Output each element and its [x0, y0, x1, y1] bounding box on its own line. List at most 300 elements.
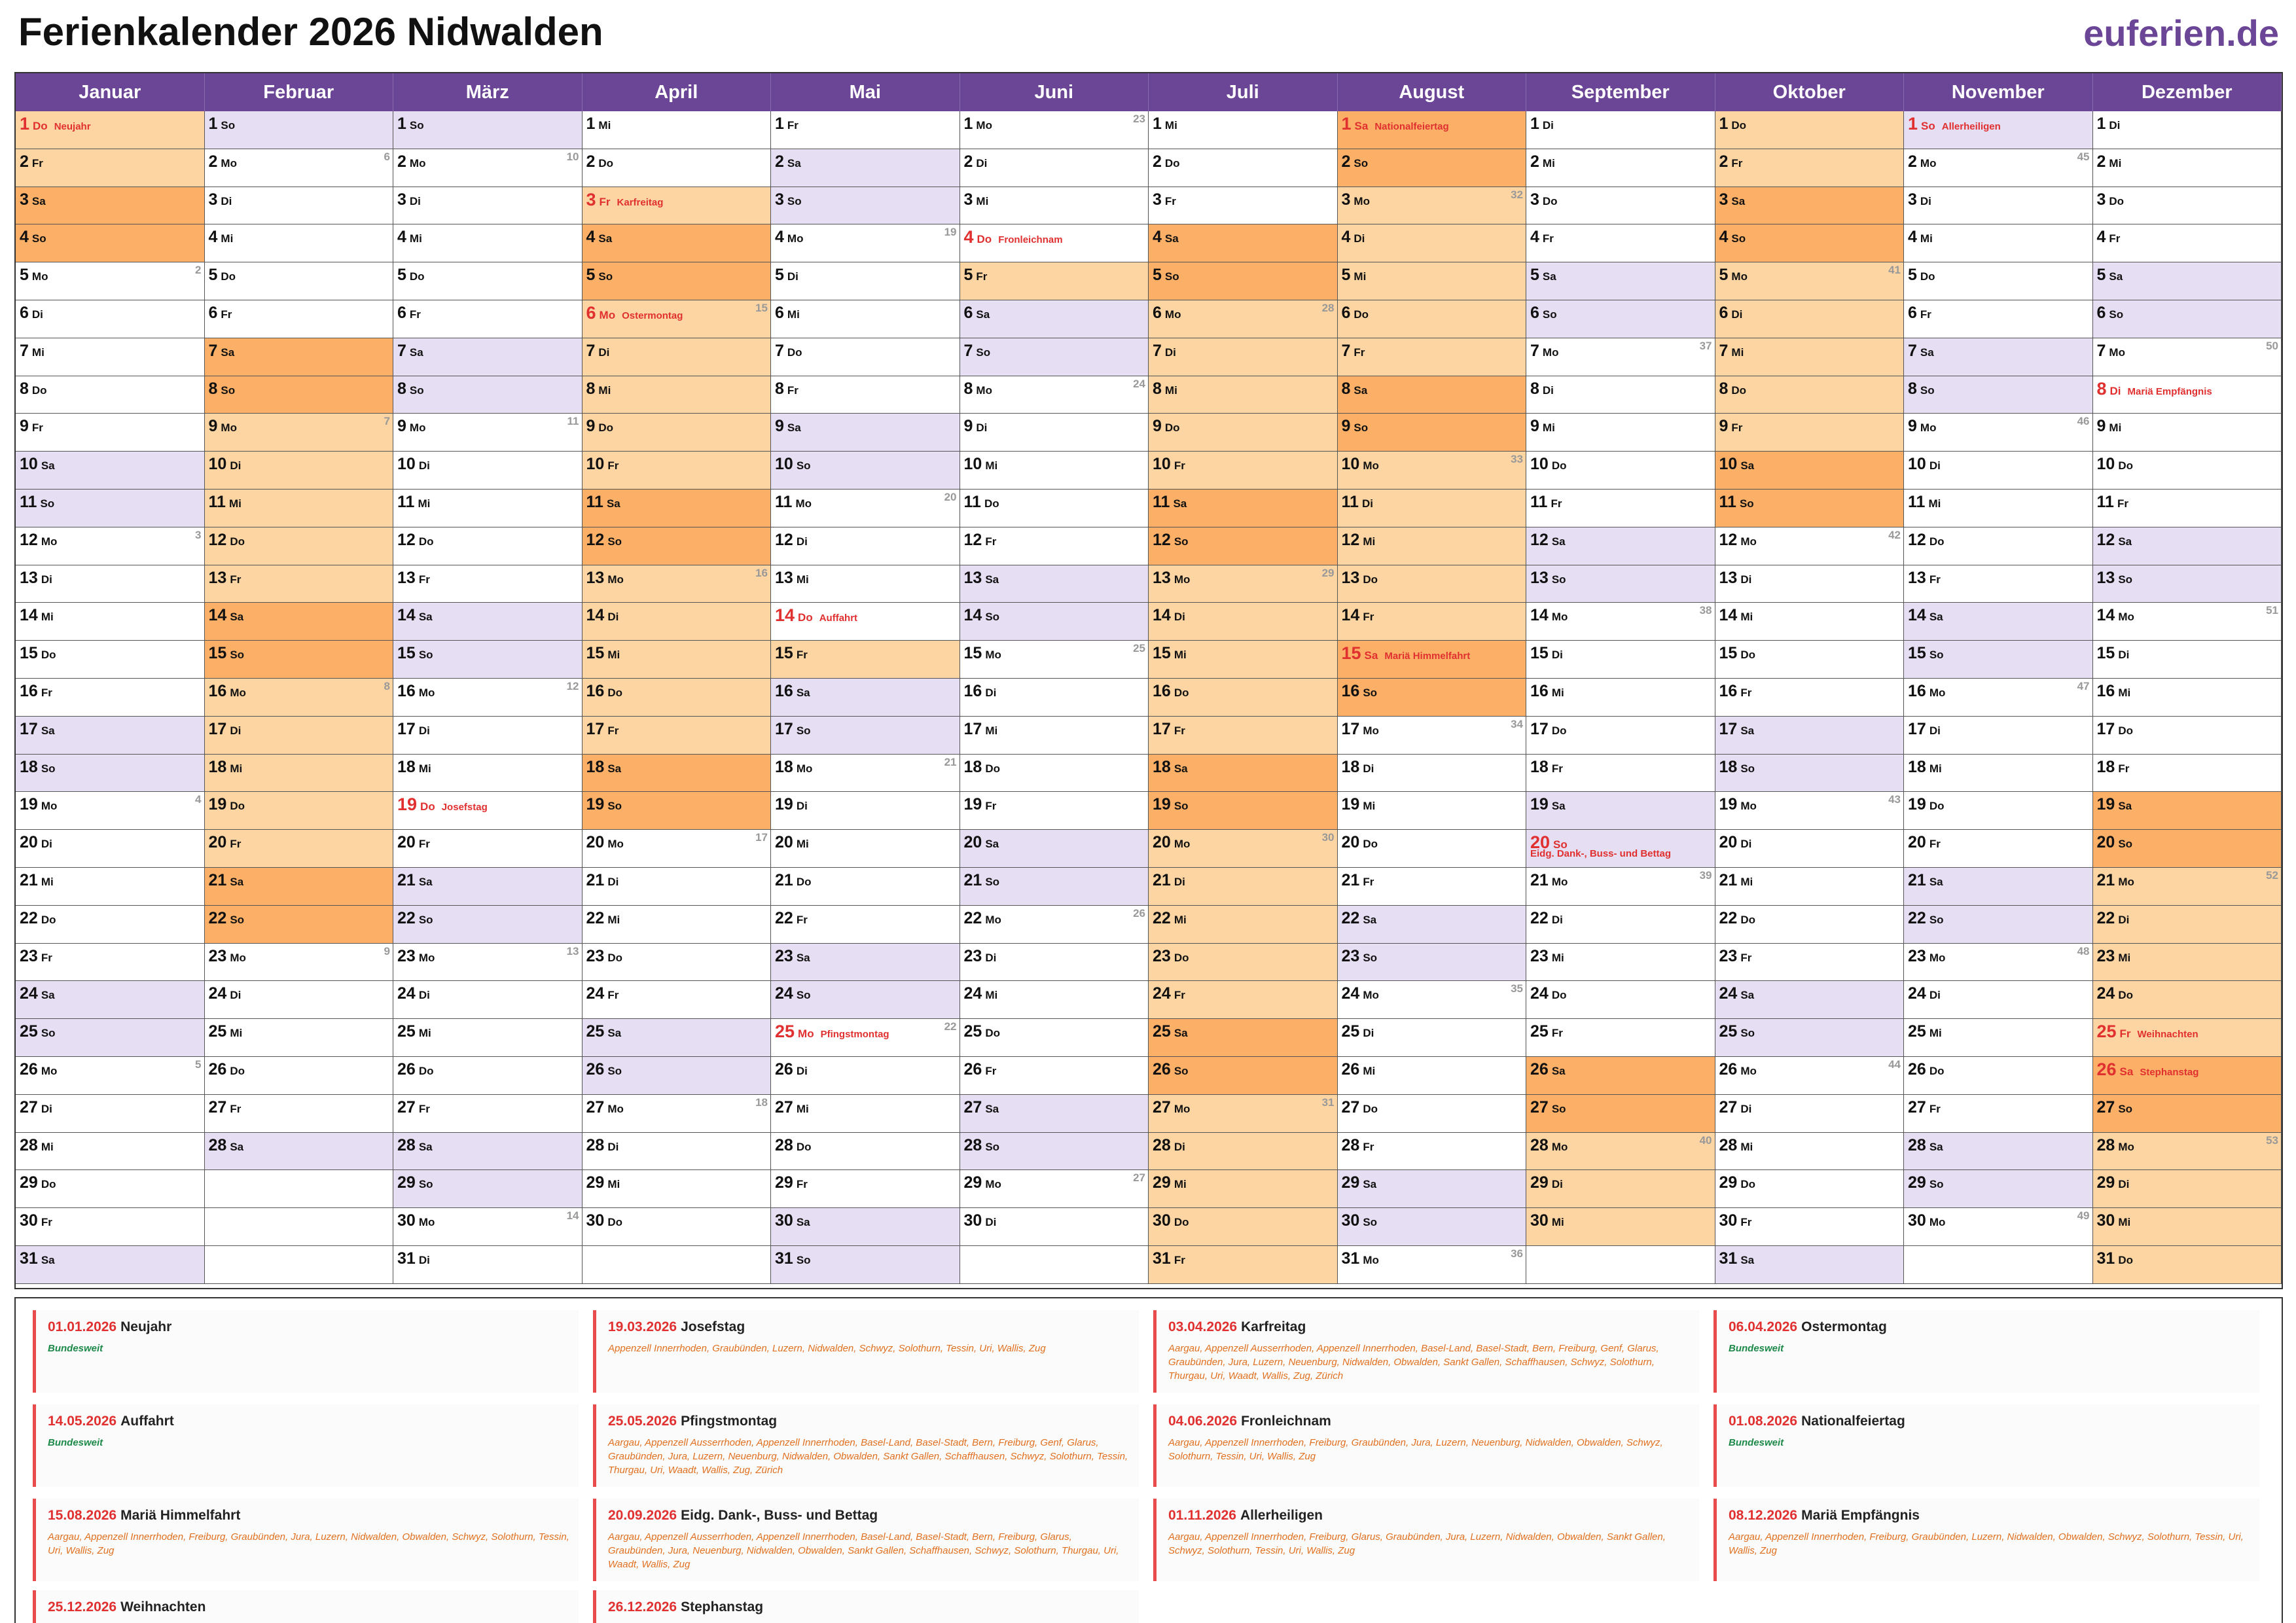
- week-number: 22: [944, 1020, 957, 1033]
- day-cell: [771, 300, 960, 338]
- day-label: 20 Di: [1719, 833, 1752, 852]
- day-label: 12 Do: [208, 530, 245, 549]
- day-label: 22 Di: [1530, 908, 1563, 927]
- day-label: 25 Fr Weihnachten: [2096, 1022, 2198, 1042]
- holiday-card: [1153, 1404, 1699, 1487]
- day-cell: [1715, 565, 1905, 603]
- weekday-label: Mo: [1363, 459, 1379, 473]
- weekday-label: Fr: [418, 838, 430, 851]
- day-cell: [16, 944, 205, 982]
- weekday-label: Mo: [1920, 421, 1937, 435]
- day-cell: [1715, 717, 1905, 755]
- holiday-title: Allerheiligen: [1240, 1508, 1323, 1523]
- day-cell: [1338, 187, 1527, 225]
- weekday-label: Sa: [1354, 120, 1369, 132]
- day-label: 17 Di: [1908, 719, 1941, 738]
- weekday-label: Mo: [1929, 951, 1946, 964]
- weekday-label: Do: [1551, 459, 1567, 473]
- day-cell: [205, 1057, 394, 1095]
- day-cell: [1149, 1095, 1338, 1133]
- day-cell: [960, 792, 1149, 830]
- weekday-label: Mi: [607, 1178, 620, 1191]
- day-cell: [1904, 944, 2093, 982]
- day-cell: [1149, 452, 1338, 490]
- day-label: 15 Di: [2096, 644, 2130, 663]
- weekday-label: Mi: [2109, 156, 2122, 169]
- day-label: 17 Di: [397, 719, 430, 738]
- weekday-label: Sa: [2119, 1065, 2134, 1078]
- day-cell: [2093, 868, 2282, 906]
- weekday-label: Fr: [787, 119, 798, 132]
- day-label: 28 Di: [586, 1135, 619, 1154]
- day-cell: [16, 565, 205, 603]
- day-label: 23 Fr: [20, 946, 52, 965]
- weekday-label: Sa: [1363, 1178, 1377, 1191]
- weekday-label: Mi: [1929, 762, 1942, 775]
- weekday-label: Mi: [985, 724, 998, 737]
- day-label: 9 Di: [963, 417, 988, 436]
- day-label: 10 Do: [1530, 455, 1567, 474]
- day-cell: [393, 1246, 583, 1284]
- day-cell: [1526, 1208, 1715, 1246]
- weekday-label: Di: [418, 1254, 430, 1266]
- weekday-label: Di: [1174, 876, 1185, 888]
- weekday-label: Fr: [1731, 156, 1743, 169]
- day-label: 28 Mi: [20, 1135, 54, 1154]
- week-number: 45: [2077, 150, 2090, 163]
- holiday-regions: Aargau, Appenzell Innerrhoden, Freiburg, Graubünden, Jura, Luzern, Neuenburg, Nidwalden, Obwalden, Schwyz, Solothurn, Tessin, Uri, Wallis, Zug: [1168, 1437, 1663, 1462]
- day-cell: [583, 1170, 772, 1208]
- day-label: 23 Mo: [397, 946, 435, 965]
- weekday-label: Mo: [607, 838, 624, 851]
- day-label: 15 Fr: [775, 644, 808, 663]
- week-number: 29: [1321, 566, 1335, 579]
- day-cell: [2093, 111, 2282, 149]
- day-cell: [960, 414, 1149, 452]
- day-label: 21 Sa: [208, 871, 244, 889]
- day-cell: [16, 414, 205, 452]
- weekday-label: Sa: [1542, 270, 1556, 283]
- day-label: 31 Do: [2096, 1249, 2133, 1268]
- day-label: 6 Mi: [775, 304, 800, 322]
- day-cell: [393, 452, 583, 490]
- day-cell: [16, 641, 205, 679]
- day-cell: [1526, 906, 1715, 944]
- day-cell: [583, 224, 772, 262]
- weekday-label: Do: [1920, 270, 1935, 283]
- weekday-label: Mo: [41, 800, 58, 813]
- day-label: 30 Mi: [2096, 1211, 2131, 1230]
- day-cell: [1338, 755, 1527, 793]
- day-cell: [771, 944, 960, 982]
- day-label: 26 Mo: [1719, 1060, 1757, 1079]
- day-label: 26 Do: [208, 1060, 245, 1079]
- day-label: 20 Di: [20, 833, 52, 852]
- weekday-label: Di: [1740, 838, 1752, 851]
- day-cell: [393, 1095, 583, 1133]
- day-cell: [1526, 944, 1715, 982]
- weekday-label: Mo: [976, 119, 992, 132]
- weekday-label: So: [1740, 762, 1755, 775]
- holiday-card: [1713, 1404, 2259, 1487]
- day-label: 29 Di: [2096, 1173, 2130, 1192]
- day-label: 18 So: [1719, 757, 1755, 776]
- day-cell: [1149, 830, 1338, 868]
- day-label: 1 Di: [2096, 115, 2121, 133]
- day-cell: [2093, 187, 2282, 225]
- weekday-label: Fr: [796, 913, 808, 926]
- day-cell: [1149, 376, 1338, 414]
- holiday-day-cell: [393, 792, 583, 830]
- day-cell: [1338, 868, 1527, 906]
- day-label: 25 Sa: [586, 1022, 622, 1041]
- day-label: 16 Fr: [1719, 682, 1752, 700]
- day-label: 20 Sa: [963, 833, 999, 852]
- weekday-label: So: [409, 119, 424, 132]
- day-label: 27 So: [2096, 1097, 2133, 1116]
- month-header: Oktober: [1715, 73, 1905, 111]
- weekday-label: Sa: [1740, 1254, 1755, 1266]
- holiday-card: [1153, 1310, 1699, 1393]
- weekday-label: Sa: [221, 346, 235, 359]
- weekday-label: Mi: [796, 838, 809, 851]
- week-number: 52: [2266, 869, 2278, 882]
- weekday-label: Do: [2118, 989, 2133, 1002]
- day-label: 7 Sa: [1908, 341, 1934, 360]
- day-label: 22 Mi: [586, 908, 620, 927]
- day-cell: [1338, 944, 1527, 982]
- day-label: 24 Mo: [1341, 984, 1379, 1003]
- day-cell: [771, 717, 960, 755]
- day-label: 25 Mi: [397, 1022, 431, 1041]
- day-cell: [771, 755, 960, 793]
- holiday-name: Stephanstag: [2140, 1067, 2199, 1078]
- day-label: 20 Mo: [586, 833, 624, 852]
- weekday-label: Mo: [1920, 156, 1937, 169]
- day-cell: [960, 1057, 1149, 1095]
- day-label: 12 So: [586, 530, 622, 549]
- holiday-name: Neujahr: [54, 121, 91, 132]
- weekday-label: Mi: [1542, 421, 1555, 435]
- empty-day-cell: [1904, 1246, 2093, 1284]
- day-cell: [1338, 1095, 1527, 1133]
- day-label: 26 Fr: [963, 1060, 997, 1079]
- weekday-label: Mo: [1929, 687, 1946, 699]
- weekday-label: Do: [1363, 838, 1378, 851]
- day-cell: [1715, 452, 1905, 490]
- day-label: 16 Mi: [1530, 682, 1564, 700]
- weekday-label: Di: [2109, 384, 2121, 397]
- day-cell: [1904, 452, 2093, 490]
- month-header: November: [1904, 73, 2093, 111]
- day-label: 30 Di: [963, 1211, 997, 1230]
- day-cell: [16, 603, 205, 641]
- day-cell: [1904, 527, 2093, 565]
- day-label: 4 Mi: [1908, 228, 1933, 247]
- day-label: 23 Mi: [1530, 946, 1564, 965]
- day-label: 26 Di: [775, 1060, 808, 1079]
- day-cell: [1149, 490, 1338, 527]
- day-cell: [1715, 641, 1905, 679]
- weekday-label: Sa: [1929, 611, 1943, 624]
- day-cell: [1149, 414, 1338, 452]
- day-cell: [1904, 906, 2093, 944]
- day-label: 24 Sa: [1719, 984, 1755, 1003]
- weekday-label: Mo: [1363, 1254, 1379, 1266]
- weekday-label: Fr: [1354, 346, 1365, 359]
- holiday-regions: Aargau, Appenzell Ausserrhoden, Appenzell Innerrhoden, Basel-Land, Basel-Stadt, Bern, Freiburg, Genf, Glarus, Graubünden, Jura, Luzern, Neuenburg, Nidwalden, Obwalden, Sankt Gallen, Schaffhausen, Schwyz, Solothurn, Thurgau, Uri, Waadt, Wallis, Zug, Zürich: [1168, 1343, 1659, 1382]
- weekday-label: Do: [2109, 194, 2125, 207]
- weekday-label: Sa: [418, 876, 433, 888]
- day-label: 21 So: [963, 871, 1000, 889]
- day-label: 28 Sa: [1908, 1135, 1943, 1154]
- day-label: 5 Sa: [1530, 266, 1556, 285]
- day-label: 6 Mo: [1153, 304, 1181, 322]
- day-cell: [583, 868, 772, 906]
- day-cell: [16, 376, 205, 414]
- weekday-label: Di: [230, 459, 242, 473]
- week-number: 35: [1511, 982, 1523, 995]
- day-label: 7 Mi: [20, 341, 45, 360]
- day-label: 8 Di Mariä Empfängnis: [2096, 378, 2212, 399]
- weekday-label: Fr: [418, 1102, 430, 1115]
- day-label: 14 Sa: [397, 606, 433, 625]
- day-label: 13 Mo: [586, 568, 624, 587]
- day-cell: [1526, 603, 1715, 641]
- weekday-label: So: [1551, 573, 1566, 586]
- brand-logo[interactable]: euferien.de: [2083, 12, 2279, 54]
- day-label: 6 Fr: [208, 304, 232, 322]
- day-label: 29 Di: [1530, 1173, 1563, 1192]
- holiday-date: 15.08.2026: [48, 1508, 117, 1523]
- holiday-day-cell: [1526, 830, 1715, 868]
- weekday-label: So: [230, 913, 245, 926]
- day-cell: [1526, 224, 1715, 262]
- weekday-label: Do: [31, 383, 47, 397]
- day-cell: [1149, 1019, 1338, 1057]
- day-cell: [1149, 565, 1338, 603]
- weekday-label: Mi: [2118, 1216, 2131, 1229]
- day-label: 26 Mi: [1341, 1060, 1376, 1079]
- day-label: 2 Fr: [1719, 152, 1743, 171]
- day-cell: [771, 376, 960, 414]
- week-number: 6: [384, 150, 390, 163]
- month-header: April: [583, 73, 772, 111]
- day-cell: [393, 906, 583, 944]
- day-label: 30 So: [1341, 1211, 1378, 1230]
- weekday-label: Do: [41, 913, 56, 926]
- day-cell: [205, 300, 394, 338]
- week-number: 14: [566, 1209, 579, 1222]
- weekday-label: Do: [598, 421, 614, 435]
- holiday-title: Karfreitag: [1241, 1319, 1306, 1334]
- weekday-label: Mi: [228, 497, 242, 510]
- weekday-label: Di: [1363, 762, 1374, 775]
- day-cell: [1715, 603, 1905, 641]
- day-cell: [583, 452, 772, 490]
- day-label: 27 Mi: [775, 1097, 809, 1116]
- empty-day-cell: [583, 1246, 772, 1284]
- day-cell: [1526, 149, 1715, 187]
- day-cell: [393, 1170, 583, 1208]
- day-cell: [1904, 868, 2093, 906]
- day-label: 24 Do: [2096, 984, 2133, 1003]
- day-label: 15 Mo: [963, 644, 1001, 663]
- day-label: 19 Fr: [963, 795, 997, 814]
- day-label: 13 So: [2096, 568, 2133, 587]
- day-cell: [583, 565, 772, 603]
- day-label: 2 Di: [963, 152, 988, 171]
- weekday-label: So: [985, 1140, 1000, 1153]
- day-label: 2 Mi: [2096, 152, 2122, 171]
- day-label: 11 Mi: [1908, 493, 1941, 511]
- day-cell: [1338, 906, 1527, 944]
- weekday-label: Do: [41, 649, 56, 662]
- weekday-label: Sa: [1929, 1140, 1943, 1153]
- day-label: 10 Fr: [1153, 455, 1185, 474]
- day-label: 16 Mo: [1908, 682, 1946, 700]
- week-number: 53: [2266, 1133, 2278, 1147]
- day-cell: [960, 1170, 1149, 1208]
- day-label: 21 Fr: [1341, 871, 1374, 889]
- day-label: 16 Mi: [2096, 682, 2131, 700]
- weekday-label: Mo: [1731, 270, 1748, 283]
- weekday-label: Do: [230, 800, 245, 813]
- weekday-label: So: [418, 1178, 433, 1191]
- day-cell: [1338, 1208, 1527, 1246]
- day-label: 29 So: [397, 1173, 433, 1192]
- day-cell: [1715, 868, 1905, 906]
- weekday-label: Mo: [1363, 989, 1379, 1002]
- week-number: 5: [195, 1058, 202, 1071]
- weekday-label: Fr: [41, 1216, 52, 1229]
- week-number: 11: [567, 415, 579, 428]
- day-label: 19 So: [586, 795, 622, 814]
- day-label: 28 Mi: [1719, 1135, 1753, 1154]
- day-cell: [205, 262, 394, 300]
- day-label: 3 Sa: [20, 190, 46, 209]
- day-cell: [16, 300, 205, 338]
- weekday-label: Di: [1174, 611, 1185, 624]
- weekday-label: Mo: [41, 1065, 58, 1077]
- day-label: 12 Sa: [2096, 530, 2132, 549]
- weekday-label: Do: [796, 1140, 812, 1153]
- day-cell: [1526, 1019, 1715, 1057]
- holiday-title: Stephanstag: [681, 1599, 764, 1614]
- day-label: 5 Fr: [963, 266, 988, 285]
- weekday-label: Mo: [1164, 308, 1181, 321]
- day-cell: [1149, 603, 1338, 641]
- weekday-label: Di: [1542, 383, 1554, 397]
- holiday-day-cell: [2093, 1019, 2282, 1057]
- weekday-label: Sa: [1364, 649, 1378, 662]
- day-label: 28 Do: [775, 1135, 812, 1154]
- weekday-label: Sa: [1740, 724, 1755, 737]
- day-label: 22 So: [397, 908, 433, 927]
- weekday-label: Fr: [985, 800, 997, 813]
- day-label: 16 Sa: [775, 682, 810, 700]
- weekday-label: Mo: [230, 951, 246, 964]
- day-label: 24 Fr: [1153, 984, 1185, 1003]
- day-label: 25 Mi: [208, 1022, 243, 1041]
- day-cell: [1904, 149, 2093, 187]
- day-cell: [771, 981, 960, 1019]
- holiday-date: 14.05.2026: [48, 1414, 117, 1429]
- holiday-card: [33, 1404, 579, 1487]
- week-number: 23: [1133, 113, 1145, 125]
- day-cell: [2093, 527, 2282, 565]
- day-cell: [16, 224, 205, 262]
- weekday-label: So: [598, 270, 613, 283]
- day-cell: [583, 149, 772, 187]
- day-cell: [16, 1019, 205, 1057]
- empty-day-cell: [960, 1246, 1149, 1284]
- day-cell: [205, 603, 394, 641]
- weekday-label: Fr: [230, 573, 242, 586]
- weekday-label: Sa: [41, 989, 55, 1002]
- weekday-label: Mi: [787, 308, 800, 321]
- day-cell: [205, 755, 394, 793]
- week-number: 31: [1321, 1096, 1335, 1109]
- day-cell: [583, 111, 772, 149]
- weekday-label: Mi: [41, 611, 54, 624]
- day-label: 27 Di: [20, 1097, 52, 1116]
- day-label: 18 Mi: [1908, 757, 1942, 776]
- day-label: 9 Fr: [1719, 417, 1743, 436]
- day-cell: [1338, 603, 1527, 641]
- weekday-label: Mi: [41, 876, 54, 888]
- weekday-label: Di: [1731, 308, 1743, 321]
- day-label: 18 Di: [1341, 757, 1374, 776]
- day-cell: [1715, 944, 1905, 982]
- holiday-title: Mariä Himmelfahrt: [120, 1508, 241, 1523]
- day-cell: [1338, 452, 1527, 490]
- day-cell: [1149, 1246, 1338, 1284]
- weekday-label: Fr: [607, 724, 619, 737]
- day-cell: [1338, 717, 1527, 755]
- day-cell: [16, 755, 205, 793]
- empty-day-cell: [205, 1208, 394, 1246]
- day-cell: [16, 1095, 205, 1133]
- day-cell: [2093, 906, 2282, 944]
- day-cell: [2093, 1133, 2282, 1171]
- holiday-name: Mariä Himmelfahrt: [1384, 651, 1471, 662]
- week-number: 50: [2266, 339, 2278, 352]
- day-label: 18 Fr: [1530, 757, 1563, 776]
- year-calendar-grid: [14, 72, 2283, 1289]
- day-label: 27 Fr: [1908, 1097, 1941, 1116]
- day-cell: [16, 830, 205, 868]
- day-cell: [2093, 300, 2282, 338]
- weekday-label: Di: [230, 724, 242, 737]
- weekday-label: Mi: [1164, 119, 1177, 132]
- weekday-label: Sa: [796, 951, 810, 964]
- weekday-label: Mi: [1920, 232, 1933, 245]
- weekday-label: Mo: [599, 309, 616, 321]
- day-cell: [393, 603, 583, 641]
- day-cell: [205, 1095, 394, 1133]
- day-cell: [583, 830, 772, 868]
- day-label: 13 Sa: [963, 568, 999, 587]
- weekday-label: So: [1174, 800, 1189, 813]
- day-cell: [1715, 1170, 1905, 1208]
- day-cell: [1715, 1057, 1905, 1095]
- empty-day-cell: [205, 1246, 394, 1284]
- day-label: 13 Fr: [397, 568, 430, 587]
- day-cell: [960, 679, 1149, 717]
- day-cell: [1526, 1133, 1715, 1171]
- weekday-label: So: [1354, 156, 1369, 169]
